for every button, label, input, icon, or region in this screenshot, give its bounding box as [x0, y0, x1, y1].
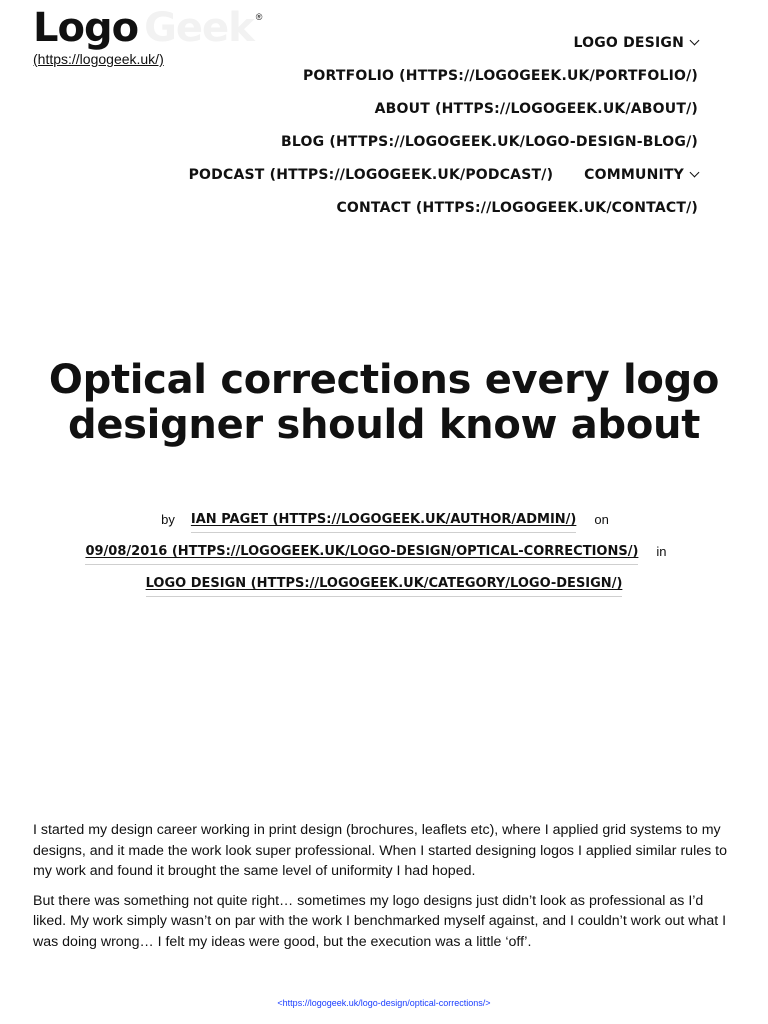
logo-word-geek: Geek — [144, 5, 254, 51]
page-title: Optical corrections every logo designer should know about — [48, 357, 720, 448]
nav-row — [58, 125, 698, 158]
nav-item-community[interactable] — [584, 167, 698, 183]
nav-row — [58, 59, 698, 92]
article-body — [33, 820, 738, 961]
main-navigation — [58, 26, 698, 224]
meta-row-date — [0, 535, 768, 567]
nav-row — [58, 158, 698, 191]
home-link[interactable]: (https://logogeek.uk/) — [33, 51, 164, 67]
nav-item-portfolio[interactable]: PORTFOLIO (HTTPS://LOGOGEEK.UK/PORTFOLIO/) — [302, 67, 698, 84]
post-meta — [0, 503, 768, 599]
category-link[interactable]: LOGO DESIGN (HTTPS://LOGOGEEK.UK/CATEGORY/LOGO-DESIGN/) — [146, 576, 623, 597]
nav-item-about[interactable]: ABOUT (HTTPS://LOGOGEEK.UK/ABOUT/) — [374, 100, 698, 117]
logo-registered-mark: ® — [255, 12, 263, 22]
nav-item-contact[interactable]: CONTACT (HTTPS://LOGOGEEK.UK/CONTACT/) — [336, 199, 698, 216]
chevron-down-icon — [690, 167, 700, 177]
paragraph: But there was something not quite right… sometimes my logo designs just didn’t look as professional as I’d liked. My work simply wasn’t on par with the work I benchmarked myself against, and I couldn’t work out what I was doing wrong… I felt my ideas were good, but the execution was a little ‘off’. — [33, 892, 727, 950]
date-link[interactable]: 09/08/2016 (HTTPS://LOGOGEEK.UK/LOGO-DESIGN/OPTICAL-CORRECTIONS/) — [85, 544, 638, 565]
nav-row — [58, 191, 698, 224]
nav-row — [58, 92, 698, 125]
meta-row-category — [0, 567, 768, 599]
canonical-link[interactable]: <https://logogeek.uk/logo-design/optical-corrections/> — [277, 998, 491, 1008]
paragraph: I started my design career working in print design (brochures, leaflets etc), where I applied grid systems to my designs, and it made the work look super professional. When I started designing logos I applied similar rules to my work and found it brought the same level of uniformity I had hoped. — [33, 822, 727, 879]
nav-item-logo-design[interactable] — [574, 35, 698, 51]
nav-row — [58, 26, 698, 59]
meta-on-label: on — [594, 511, 609, 527]
author-link[interactable]: IAN PAGET (HTTPS://LOGOGEEK.UK/AUTHOR/ADMIN/) — [191, 512, 576, 533]
nav-item-label: COMMUNITY — [584, 166, 684, 183]
nav-item-podcast[interactable]: PODCAST (HTTPS://LOGOGEEK.UK/PODCAST/) — [188, 166, 554, 183]
nav-item-label: LOGO DESIGN — [573, 34, 684, 51]
chevron-down-icon — [690, 35, 700, 45]
meta-row-author — [0, 503, 768, 535]
nav-item-blog[interactable]: BLOG (HTTPS://LOGOGEEK.UK/LOGO-DESIGN-BLOG/) — [281, 133, 698, 150]
logo-word-logo: Logo — [33, 5, 139, 51]
meta-by-label: by — [161, 511, 175, 527]
meta-in-label: in — [656, 543, 667, 559]
